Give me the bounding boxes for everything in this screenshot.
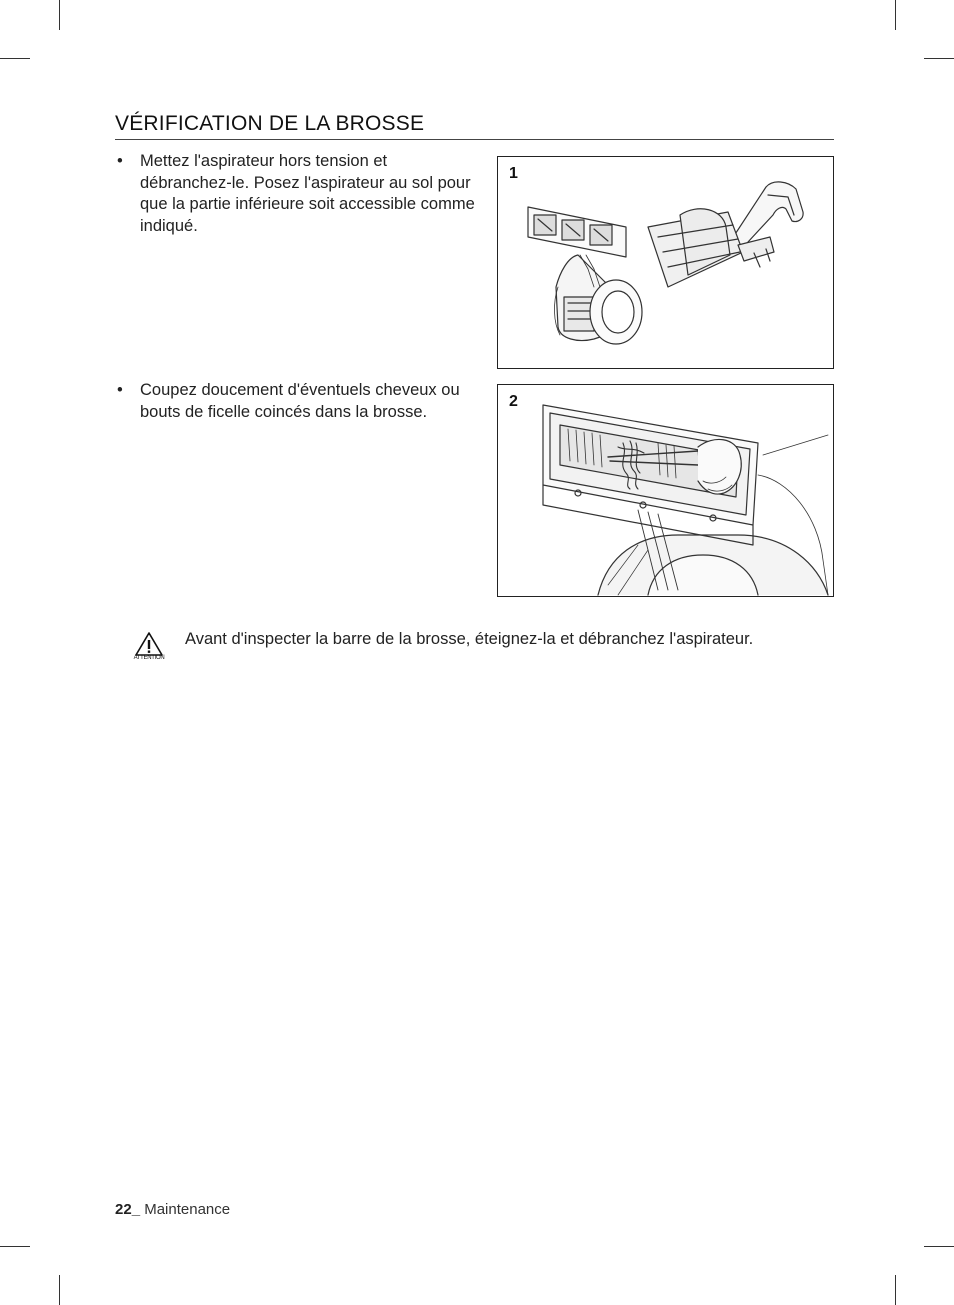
brush-cutting-illustration xyxy=(498,385,834,597)
page-footer xyxy=(115,1201,230,1218)
step-1-text: Mettez l'aspirateur hors tension et débranchez-le. Posez l'aspirateur au sol pour que la partie inférieure soit accessible comme indiqué. xyxy=(140,152,475,235)
crop-mark xyxy=(0,1246,30,1247)
bullet-marker: • xyxy=(117,381,123,399)
footer-section-name: Maintenance xyxy=(144,1201,231,1218)
step-1-instruction xyxy=(117,151,477,237)
caution-label: ATTENTION xyxy=(133,655,165,661)
vacuum-illustration xyxy=(498,157,834,369)
figure-2-number: 2 xyxy=(509,393,518,410)
crop-mark xyxy=(895,1275,896,1305)
step-2-text: Coupez doucement d'éventuels cheveux ou bouts de ficelle coincés dans la brosse. xyxy=(140,381,460,421)
crop-mark xyxy=(895,0,896,30)
crop-mark xyxy=(924,1246,954,1247)
crop-mark xyxy=(59,1275,60,1305)
figure-1-vacuum-on-floor xyxy=(497,156,834,369)
crop-mark xyxy=(59,0,60,30)
bullet-marker: • xyxy=(117,152,123,170)
section-title: VÉRIFICATION DE LA BROSSE xyxy=(115,112,425,135)
figure-1-number: 1 xyxy=(509,165,518,182)
crop-mark xyxy=(0,58,30,59)
caution-text: Avant d'inspecter la barre de la brosse, éteignez-la et débranchez l'aspirateur. xyxy=(185,630,754,648)
step-2-instruction xyxy=(117,380,477,423)
page-number: 22 xyxy=(115,1201,132,1218)
title-divider xyxy=(115,139,834,140)
crop-mark xyxy=(924,58,954,59)
footer-separator: _ xyxy=(131,1201,145,1218)
figure-2-cutting-hair xyxy=(497,384,834,597)
